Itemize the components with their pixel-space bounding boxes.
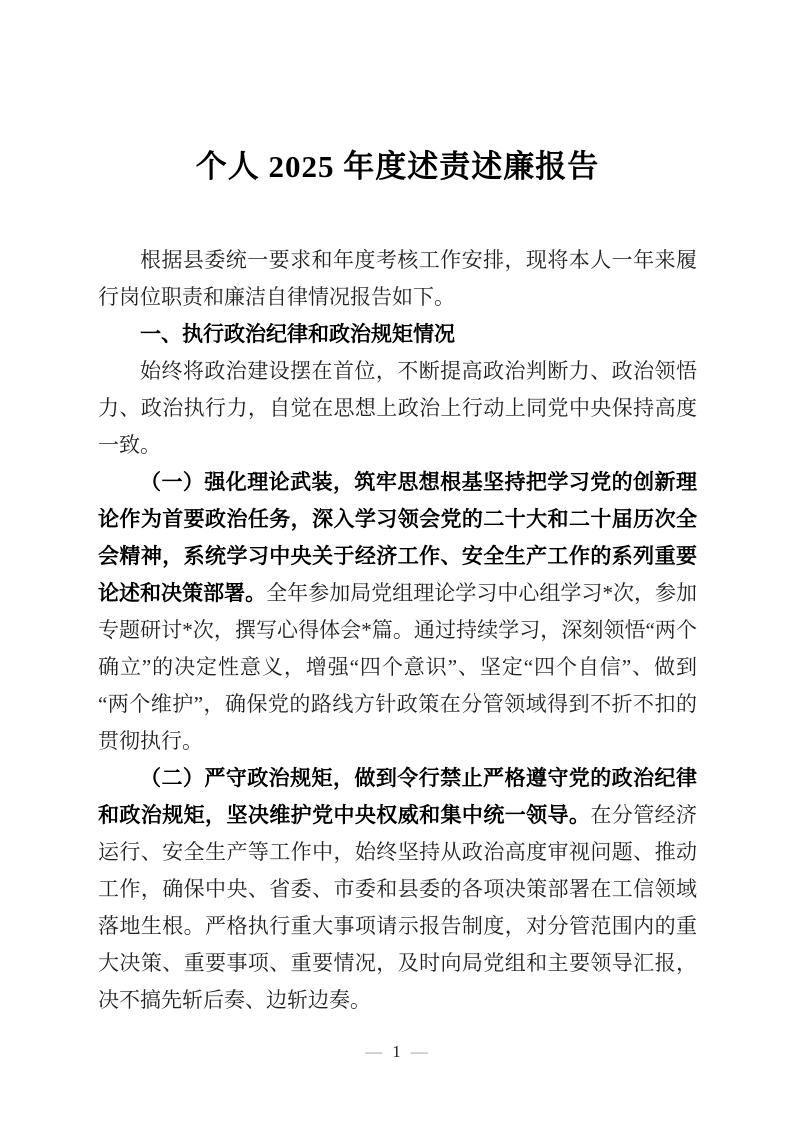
text-run-bold: 一、执行政治纪律和政治规矩情况 [140,322,455,346]
document-body [98,242,697,1019]
text-run: 全年参加局党组理论学习中心组学习*次，参加专题研讨*次，撰写心得体会*篇。通过持续学习，深刻领悟“两个确立”的决定性意义，增强“四个意识”、坚定“四个自信”、做到“两个维护”，确保党的路线方针政策在分管领域得到不折不扣的贯彻执行。 [98,581,698,753]
page-footer [0,1042,793,1062]
text-run-bold: （二）严守政治规矩，做到令行禁止严格遵守党的政治纪律和政治规矩，坚决维护党中央权威和集中统一领导。 [98,766,697,827]
text-run: 始终将政治建设摆在首位，不断提高政治判断力、政治领悟力、政治执行力，自觉在思想上政治上行动上同党中央保持高度一致。 [98,359,697,457]
document-content [98,0,697,1019]
text-run-bold: （一）强化理论武装，筑牢思想根基坚持把学习党的创新理论作为首要政治任务，深入学习领会党的二十大和二十届历次全会精神，系统学习中央关于经济工作、安全生产工作的系列重要论述和决策部署。 [98,470,697,605]
paragraph [98,242,697,316]
footer-dash-right: — [410,1042,428,1061]
section-heading [98,316,697,353]
paragraph [98,464,697,760]
paragraph [98,760,697,1019]
footer-dash-left: — [365,1042,383,1061]
document-title: 个人 2025 年度述责述廉报告 [195,149,600,184]
text-run: 在分管经济运行、安全生产等工作中，始终坚持从政治高度审视问题、推动工作，确保中央、省委、市委和县委的各项决策部署在工信领域落地生根。严格执行重大事项请示报告制度，对分管范围内的重大决策、重要事项、重要情况，及时向局党组和主要领导汇报，决不搞先斩后奏、边斩边奏。 [98,803,698,1012]
page-number: 1 [392,1042,401,1061]
paragraph [98,353,697,464]
text-run: 根据县委统一要求和年度考核工作安排，现将本人一年来履行岗位职责和廉洁自律情况报告如下。 [98,248,697,309]
